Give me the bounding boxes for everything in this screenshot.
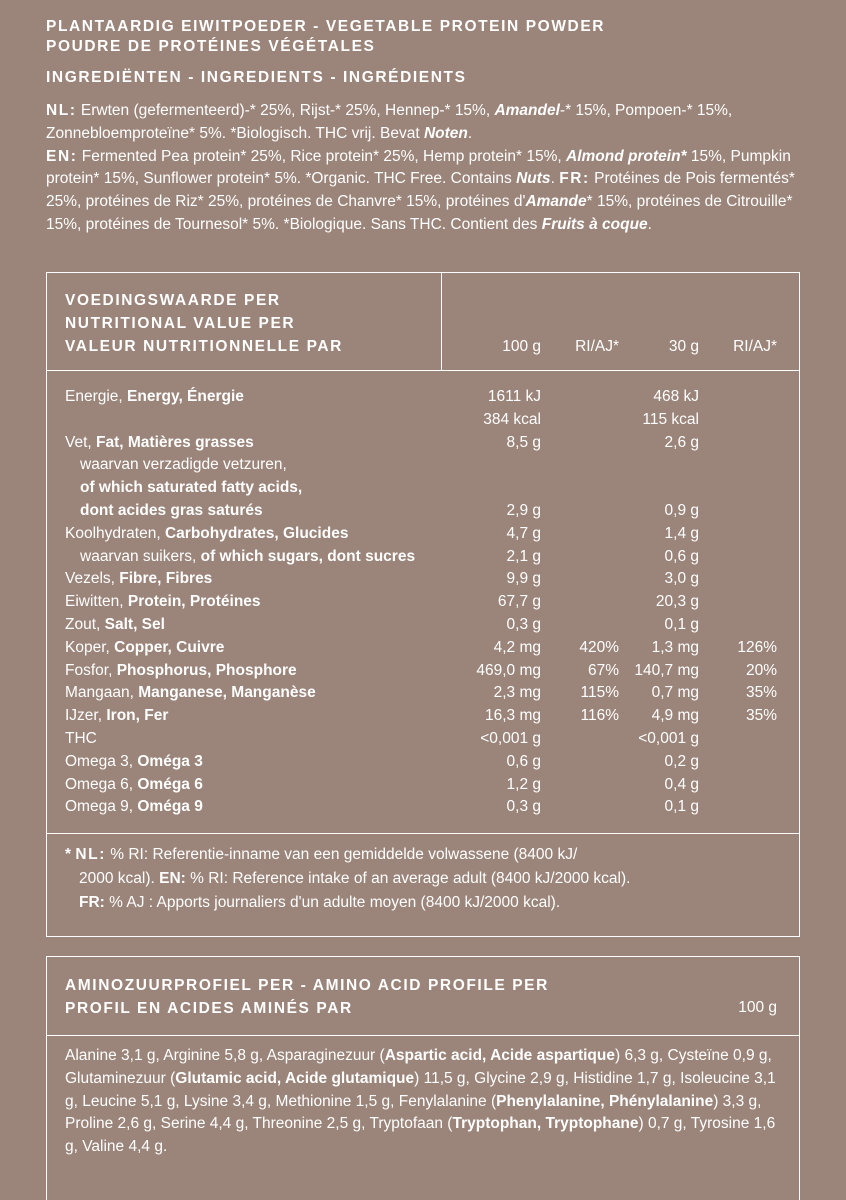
nutrient-label: Zout, Salt, Sel [65,616,165,633]
value-30g: 0,4 g [664,775,699,793]
value-100g: 0,3 g [506,616,541,633]
lang-code-en: EN: [159,870,186,887]
nutrient-label: Vezels, Fibre, Fibres [65,570,213,588]
header-divider [441,273,442,370]
value-30g: 4,9 mg [651,707,699,725]
amino-title-1: AMINOZUURPROFIEL PER - AMINO ACID PROFILE PER [65,977,549,994]
nutrition-row [47,591,799,614]
nutrition-row [47,500,799,523]
value-100g: 9,9 g [506,570,541,588]
nutrition-row [47,614,799,637]
allergen-nuts: Nuts [516,170,551,188]
nutrition-row [47,386,799,409]
value-30g: 0,1 g [664,798,699,816]
ri-100g: 67% [587,661,619,679]
value-100g: 0,3 g [506,798,541,816]
value-30g: 2,6 g [664,433,699,451]
nutrient-label: IJzer, Iron, Fer [65,707,169,725]
ingredients-text: NL: Erwten (gefermenteerd)-* 25%, Rijst-* 25%, Hennep-* 15%, Amandel-* 15%, Pompoen-* 15%, Zonnebloemproteïne* 5%. *Biologisch. THC vrij. Bevat Noten. EN: Fermented Pea protein* 25%, Rice protein* 25%, Hemp protein* 15%, Almond protein* 15%, Pumpkin protein* 15%, Sunflower protein* 5%. *Organic. THC Free. Contains Nuts. FR: Protéines de Pois fermentés* 25%, protéines de Riz* 25%, protéines de Chanvre* 15%, protéines d'Amande* 15%, protéines de Citrouille* 15%, protéines de Tournesol* 5%. *Biologique. Sans THC. Contient des Fruits à coque. [46,102,795,233]
nutrition-row [47,682,799,705]
value-30g: 115 kcal [642,410,699,428]
value-30g: 3,0 g [664,570,699,588]
nutrient-label: waarvan verzadigde vetzuren, [80,456,287,474]
value-30g: 468 kJ [653,388,699,405]
col-ri-30g: RI/AJ* [733,338,777,355]
nutrition-row [47,796,799,819]
allergen-amandel: Amandel [494,102,560,119]
value-30g: 0,7 mg [651,684,699,702]
ri-100g: 115% [580,684,619,702]
value-100g: 469,0 mg [476,661,541,679]
allergen-fruits-a-coque: Fruits à coque [541,215,648,233]
value-30g: 0,6 g [664,547,699,565]
allergen-almond: Almond protein* [566,147,687,165]
nutrition-title-fr: VALEUR NUTRITIONNELLE PAR [65,338,343,355]
nutrition-table [46,272,800,937]
lang-code-nl: NL: [75,846,106,863]
nutrition-row [47,774,799,797]
value-100g: 2,9 g [506,502,541,519]
amino-title-2: PROFIL EN ACIDES AMINÉS PAR [65,1000,353,1017]
nutrition-row [47,705,799,728]
nutrient-label: THC [65,730,97,747]
value-100g: 2,1 g [506,547,541,565]
value-100g: 1,2 g [506,775,541,793]
nutrient-label: Eiwitten, Protein, Protéines [65,593,261,611]
ri-30g: 20% [745,661,777,679]
value-30g: 0,1 g [664,616,699,633]
value-100g: 0,6 g [506,752,541,770]
product-title-fr: POUDRE DE PROTÉINES VÉGÉTALES [46,38,376,55]
ri-100g: 116% [580,707,619,725]
nutrition-row [47,660,799,683]
value-100g: 4,2 mg [493,638,541,656]
nutrient-label: of which saturated fatty acids, [80,479,303,497]
value-30g: 140,7 mg [634,661,699,679]
nutrition-row [47,637,799,660]
value-30g: 1,3 mg [651,638,699,656]
amino-header-rule [47,1035,799,1036]
amino-acid-table [46,956,800,1200]
col-30g: 30 g [668,338,699,355]
nutrient-label: dont acides gras saturés [80,502,263,519]
header-rule [47,370,799,371]
nutrition-row [47,546,799,569]
value-100g: 2,3 mg [493,684,541,702]
nutrient-label: Mangaan, Manganese, Manganèse [65,684,316,702]
value-100g: 1611 kJ [487,388,541,405]
allergen-amande: Amande [525,193,587,211]
ri-30g: 35% [745,684,777,702]
value-30g: <0,001 g [638,730,699,747]
value-30g: 20,3 g [655,593,699,611]
value-30g: 0,9 g [664,502,699,519]
nutrient-label: Fosfor, Phosphorus, Phosphore [65,661,297,679]
allergen-noten: Noten [423,124,468,142]
nutrition-row [47,432,799,455]
nutrient-label: Omega 9, Oméga 9 [65,798,203,816]
lang-code-fr: FR: [559,170,590,188]
nutrient-label: Koolhydraten, Carbohydrates, Glucides [65,524,349,542]
lang-code-en: EN: [46,147,78,165]
nutrition-row [47,454,799,477]
ri-30g: 126% [737,638,777,656]
value-100g: 4,7 g [506,524,541,542]
amino-col-100g: 100 g [738,999,777,1016]
value-30g: 1,4 g [664,524,699,542]
nutrition-row [47,568,799,591]
nutrition-title-nl: VOEDINGSWAARDE PER [65,292,281,309]
ri-100g: 420% [579,638,619,656]
nutrient-label: Energie, Energy, Énergie [65,388,244,405]
nutrition-row [47,751,799,774]
value-100g: 67,7 g [497,593,541,611]
product-title: PLANTAARDIG EIWITPOEDER - VEGETABLE PROTEIN POWDER [46,18,606,35]
nutrition-row [47,523,799,546]
value-100g: <0,001 g [480,730,541,747]
value-100g: 8,5 g [506,433,541,451]
nutrition-row [47,409,799,432]
nutrient-label: Omega 3, Oméga 3 [65,752,203,770]
ingredients-heading: INGREDIËNTEN - INGREDIENTS - INGRÉDIENTS [46,69,467,86]
nutrient-label: Koper, Copper, Cuivre [65,638,225,656]
nutrient-label: Vet, Fat, Matières grasses [65,433,254,451]
value-100g: 384 kcal [483,410,541,428]
nutrient-label: Omega 6, Oméga 6 [65,775,203,793]
nutrition-row [47,477,799,500]
value-30g: 0,2 g [664,752,699,770]
lang-code-fr: FR: [79,894,105,911]
value-100g: 16,3 mg [484,707,541,725]
amino-acid-list: Alanine 3,1 g, Arginine 5,8 g, Asparaginezuur (Aspartic acid, Acide aspartique) 6,3 g, Cysteïne 0,9 g, Glutaminezuur (Glutamic acid, Acide glutamique) 11,5 g, Glycine 2,9 g, Histidine 1,7 g, Isoleucine 3,1 g, Leucine 5,1 g, Lysine 3,4 g, Methionine 1,5 g, Fenylalanine (Phenylalanine, Phénylalanine) 3,3 g, Proline 2,6 g, Serine 4,4 g, Threonine 2,5 g, Tryptofaan (Tryptophan, Tryptophane) 0,7 g, Tyrosine 1,6 g, Valine 4,4 g. [65,1047,776,1156]
footnote: * NL: % RI: Referentie-inname van een gemiddelde volwassene (8400 kJ/ 2000 kcal). EN: % RI: Reference intake of an average adult (8400 kJ/2000 kcal). FR: % AJ : Apports journaliers d'un adulte moyen (8400 kJ/2000 kcal). [65,846,631,911]
col-ri-100g: RI/AJ* [575,338,619,355]
ri-30g: 35% [745,707,777,725]
lang-code-nl: NL: [46,102,77,119]
nutrition-title-en: NUTRITIONAL VALUE PER [65,315,296,332]
col-100g: 100 g [502,338,541,355]
nutrient-label: waarvan suikers, of which sugars, dont sucres [80,547,416,565]
nutrition-row [47,728,799,751]
